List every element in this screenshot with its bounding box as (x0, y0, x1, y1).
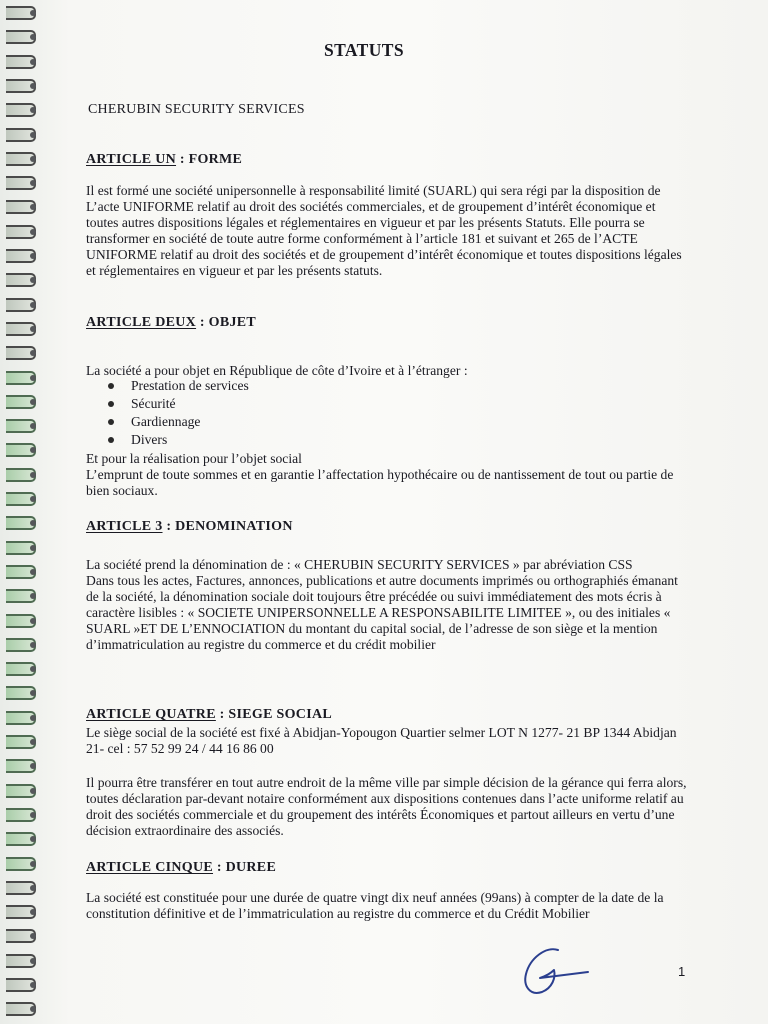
company-name: CHERUBIN SECURITY SERVICES (88, 102, 305, 117)
binding-hole (30, 739, 36, 745)
article-title: : DUREE (213, 860, 277, 875)
binding-hole (30, 302, 36, 308)
binding-hole (30, 10, 36, 16)
binding-hole (30, 59, 36, 65)
article-label: ARTICLE DEUX (86, 315, 197, 330)
bullet-item: Prestation de services (104, 377, 249, 395)
article-paragraph: Le siège social de la société est fixé à Abidjan-Yopougon Quartier selmer LOT N 1277- 21 BP 1344 Abidjan 21- cel : 57 52 99 24 / 44 16 86 00 (86, 725, 677, 756)
article-heading-deux (86, 315, 256, 331)
article-title: : OBJET (196, 315, 257, 330)
bullet-item: Sécurité (104, 395, 249, 413)
binding-hole (30, 399, 36, 405)
binding-hole (30, 812, 36, 818)
binding-hole (30, 982, 36, 988)
article-paragraph: Il pourra être transférer en tout autre endroit de la même ville par simple décision de la gérance qui ferra alors, toutes déclaration par-devant notaire conformément aux dispositions contenues dans l’acte uniforme relatif au droit des sociétés commerciale et du groupement des intérêts Économiques et partout ailleurs en vertu d’une décision extraordinaire des associés. (86, 775, 687, 838)
article-label: ARTICLE QUATRE (86, 707, 216, 722)
binding-hole (30, 496, 36, 502)
article-paragraph: La société a pour objet en République de côte d’Ivoire et à l’étranger : (86, 363, 468, 378)
binding-hole (30, 958, 36, 964)
article-paragraph: Et pour la réalisation pour l’objet social L’emprunt de toute sommes et en garantie l’affectation hypothécaire ou de nantissement de tout ou partie de bien sociaux. (86, 451, 674, 498)
binding-hole (30, 861, 36, 867)
spiral-binding (0, 0, 46, 1024)
article-heading-un (86, 152, 242, 168)
binding-hole (30, 618, 36, 624)
binding-hole (30, 326, 36, 332)
binding-hole (30, 569, 36, 575)
binding-hole (30, 83, 36, 89)
binding-hole (30, 788, 36, 794)
article-label: ARTICLE 3 (86, 519, 163, 534)
article-label: ARTICLE CINQUE (86, 860, 214, 875)
binding-hole (30, 132, 36, 138)
binding-hole (30, 375, 36, 381)
article-title: : DENOMINATION (162, 519, 293, 534)
page-number: 1 (678, 964, 686, 979)
article-heading-3 (86, 519, 293, 535)
article-paragraph: La société prend la dénomination de : « CHERUBIN SECURITY SERVICES » par abréviation CSS Dans tous les actes, Factures, annonces, publications et autre documents imprimés ou orthographiés émanant de la société, la dénomination sociale doit toujours être précédée ou suivi immédiatement des mots écris à caractère lisibles : « SOCIETE UNIPERSONNELLE A RESPONSABILITE LIMITEE », ou des initiales « SUARL »ET DE L’ENNOCIATION du montant du capital social, de l’adresse de son siège et la mention d’immatriculation au registre du commerce et du crédit mobilier (86, 557, 678, 652)
bullet-item: Divers (104, 431, 249, 449)
binding-hole (30, 253, 36, 259)
article-label: ARTICLE UN (86, 152, 177, 167)
article-paragraph: Il est formé une société unipersonnelle à responsabilité limité (SUARL) qui sera régi par la disposition de L’acte UNIFORME relatif au droit des sociétés commerciales, et de groupement d’intérêt économique et toutes autres dispositions légales et réglementaires en vigueur et par les présents Statuts. Elle pourra se transformer en société de toute autre forme conformément à l’article 181 et suivant et 265 de l’ACTE UNIFORME relatif au droit des sociétés et de groupement d’intérêt économique et toutes dispositions légales et réglementaires en vigueur et par les présents statuts. (86, 183, 682, 278)
binding-hole (30, 156, 36, 162)
article-title: : FORME (176, 152, 243, 167)
object-bullet-list (104, 377, 249, 449)
article-paragraph: La société est constituée pour une durée de quatre vingt dix neuf années (99ans) à compter de la date de la constitution définitive et de l’immatriculation au registre du commerce et du Crédit Mobilier (86, 890, 664, 921)
article-heading-quatre (86, 707, 332, 723)
binding-hole (30, 472, 36, 478)
binding-hole (30, 229, 36, 235)
article-title: : SIEGE SOCIAL (215, 707, 333, 722)
bullet-item: Gardiennage (104, 413, 249, 431)
handwritten-signature (516, 940, 606, 1004)
document-title: STATUTS (324, 40, 404, 60)
binding-hole (30, 715, 36, 721)
binding-hole (30, 642, 36, 648)
article-heading-cinque (86, 860, 276, 876)
binding-hole (30, 545, 36, 551)
binding-hole (30, 885, 36, 891)
